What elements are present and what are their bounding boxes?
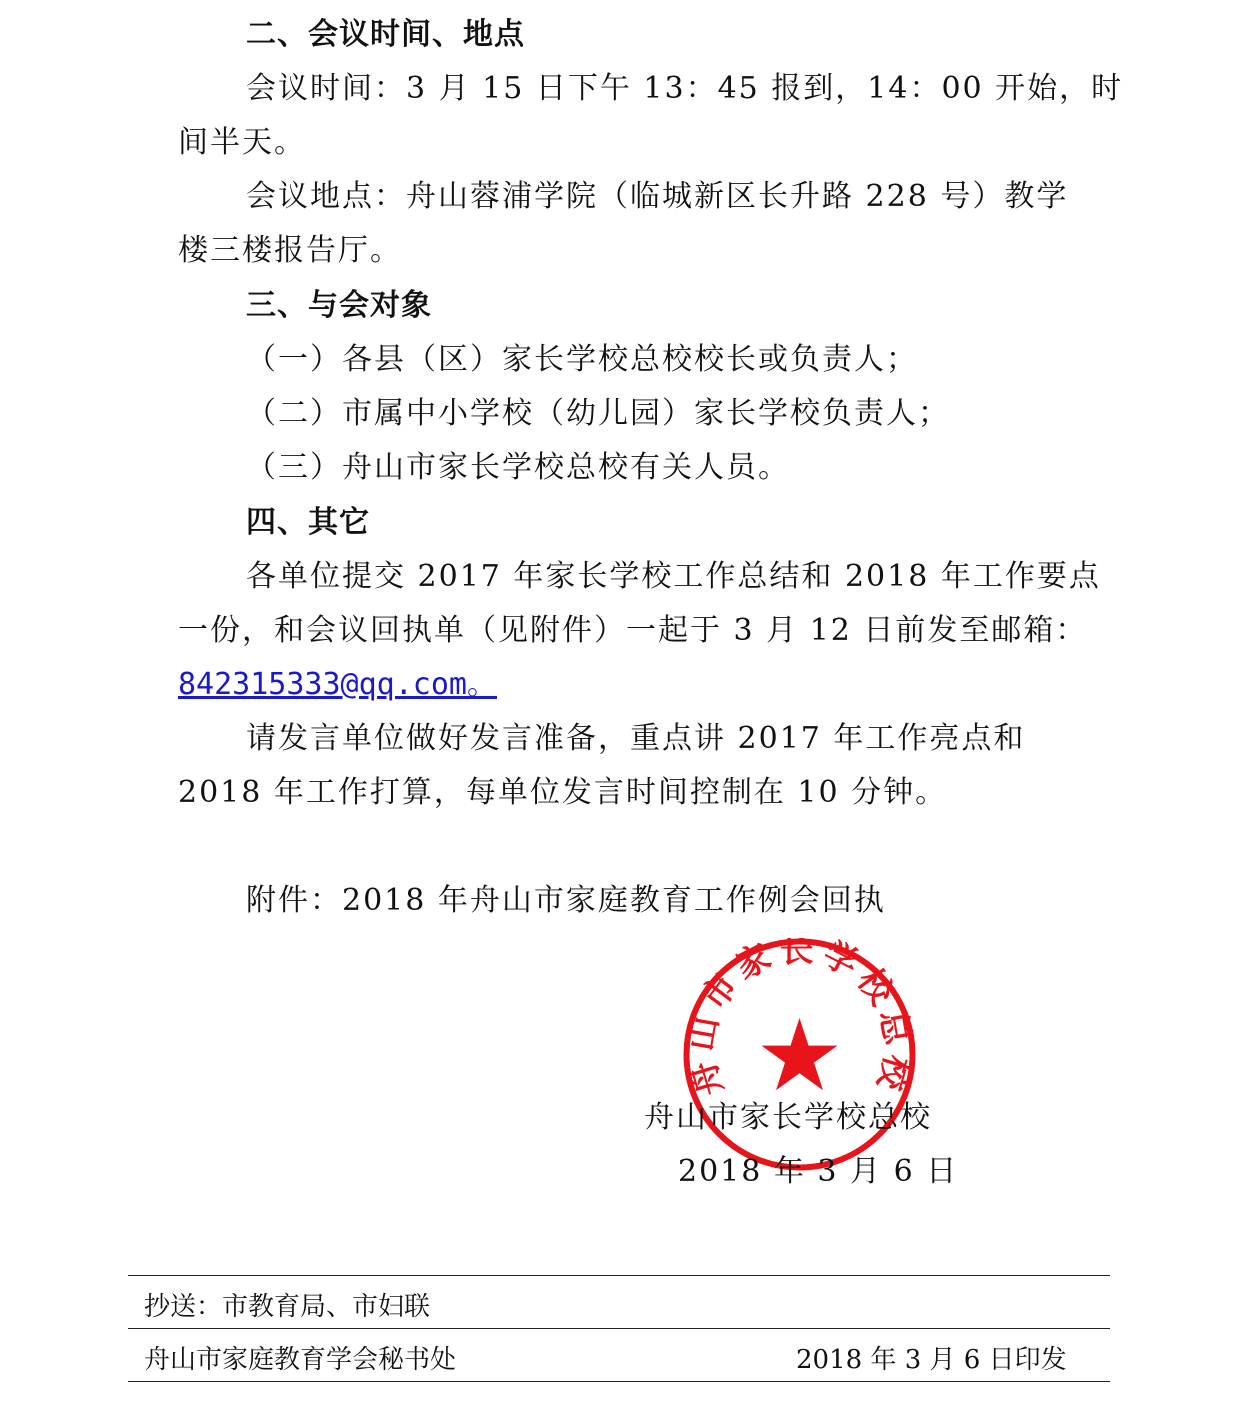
email-suffix: 。 <box>466 667 497 702</box>
section-heading-attendees: 三、与会对象 <box>246 288 432 323</box>
email-line <box>178 658 1078 712</box>
cc-line: 抄送：市教育局、市妇联 <box>144 1292 431 1322</box>
signature-organization: 舟山市家长学校总校 <box>644 1100 932 1135</box>
meeting-time-line-2: 间半天。 <box>178 125 306 160</box>
footer-rule-middle <box>128 1328 1110 1329</box>
attendee-item-3: （三）舟山市家长学校总校有关人员。 <box>246 450 790 485</box>
footer-rule-bottom <box>128 1381 1110 1382</box>
seal-text-path: 舟山市家长学校总校 <box>683 938 916 1101</box>
section-heading-other: 四、其它 <box>246 505 370 540</box>
star-icon <box>762 1018 838 1090</box>
issue-date: 2018 年 3 月 6 日印发 <box>796 1345 1067 1375</box>
attachment-note: 附件：2018 年舟山市家庭教育工作例会回执 <box>246 883 886 918</box>
meeting-place-line-2: 楼三楼报告厅。 <box>178 233 402 268</box>
attendee-item-1: （一）各县（区）家长学校总校校长或负责人； <box>246 342 918 377</box>
speech-line-1: 请发言单位做好发言准备，重点讲 2017 年工作亮点和 <box>246 721 1026 756</box>
attendee-item-2: （二）市属中小学校（幼儿园）家长学校负责人； <box>246 396 950 431</box>
other-line-2: 一份，和会议回执单（见附件）一起于 3 月 12 日前发至邮箱： <box>178 613 1088 648</box>
meeting-place-line-1: 会议地点：舟山蓉浦学院（临城新区长升路 228 号）教学 <box>246 179 1069 214</box>
footer-rule-top <box>128 1275 1110 1276</box>
issuer-name: 舟山市家庭教育学会秘书处 <box>144 1345 457 1375</box>
speech-line-2: 2018 年工作打算，每单位发言时间控制在 10 分钟。 <box>178 775 948 810</box>
meeting-time-line-1: 会议时间：3 月 15 日下午 13：45 报到，14：00 开始，时 <box>246 71 1124 106</box>
email-link[interactable]: 842315333@qq.com <box>178 667 467 702</box>
section-heading-time-place: 二、会议时间、地点 <box>246 17 525 52</box>
signature-date: 2018 年 3 月 6 日 <box>678 1154 959 1189</box>
other-line-1: 各单位提交 2017 年家长学校工作总结和 2018 年工作要点 <box>246 559 1101 594</box>
